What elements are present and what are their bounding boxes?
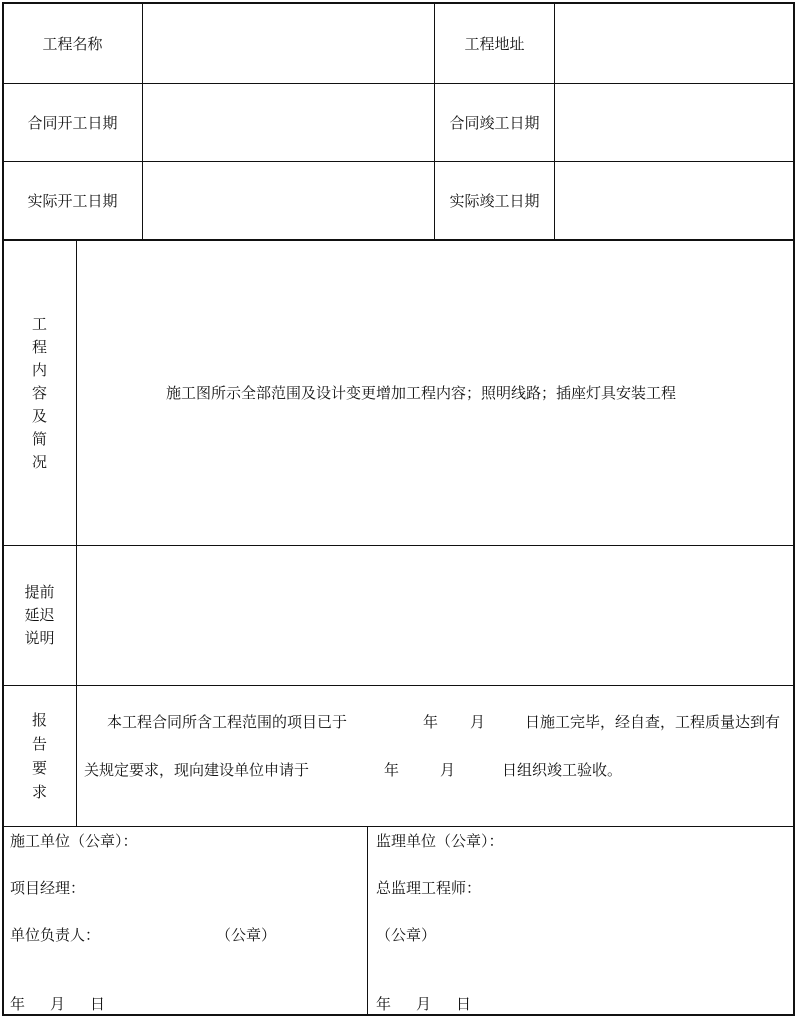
- project-content-label: [3, 241, 76, 545]
- project-content-label-char: 简: [31, 429, 47, 448]
- project-content-label-char: 内: [31, 360, 47, 379]
- project-content-label-char: 容: [31, 383, 47, 402]
- report-line-2-prefix: 关规定要求，现向建设单位申请于: [84, 761, 310, 779]
- construction-date-month: 月: [50, 995, 66, 1013]
- actual-start-date-label: 实际开工日期: [27, 192, 118, 210]
- grid-line-delay-bottom: [2, 685, 795, 686]
- actual-completion-date-value[interactable]: [555, 162, 793, 239]
- report-label-char: 报: [31, 711, 47, 729]
- report-line-1-month: 月: [470, 713, 486, 731]
- border-bottom: [2, 1014, 795, 1016]
- signature-divider: [367, 826, 368, 1016]
- report-label-char: 告: [31, 735, 47, 753]
- construction-unit-label: 施工单位（公章）：: [10, 832, 138, 850]
- project-name-value[interactable]: [143, 3, 434, 83]
- unit-leader-label: 单位负责人：: [10, 926, 101, 944]
- report-line-2-year: 年: [384, 761, 400, 779]
- report-label-char: 要: [31, 759, 47, 777]
- report-line-1-suffix: 日施工完毕，经自查，工程质量达到有: [525, 713, 781, 731]
- project-address-label: 工程地址: [464, 34, 525, 53]
- project-name-label: 工程名称: [42, 34, 103, 53]
- project-address-value[interactable]: [555, 3, 793, 83]
- construction-seal-note: （公章）: [216, 926, 277, 944]
- report-line-2-month: 月: [440, 761, 456, 779]
- chief-supervisor-label: 总监理工程师：: [376, 879, 482, 897]
- grid-label-column: [76, 240, 77, 826]
- supervision-seal-note: （公章）: [376, 926, 437, 944]
- contract-start-date-value[interactable]: [143, 84, 434, 161]
- report-line-1-prefix: 本工程合同所含工程范围的项目已于: [107, 713, 348, 731]
- project-content-label-char: 程: [31, 337, 47, 356]
- construction-date-year: 年: [10, 995, 26, 1013]
- actual-completion-date-label: 实际竣工日期: [449, 192, 540, 210]
- report-requirement-label: [3, 686, 76, 826]
- grid-line-row3: [2, 239, 795, 241]
- report-label-char: 求: [31, 783, 47, 801]
- delay-explanation-label: [3, 546, 76, 685]
- delay-explanation-value[interactable]: [77, 546, 793, 685]
- supervision-date-day: 日: [456, 995, 472, 1013]
- supervision-unit-label: 监理单位（公章）：: [376, 832, 504, 850]
- supervision-date-year: 年: [376, 995, 392, 1013]
- report-line-2-suffix: 日组织竣工验收。: [502, 761, 623, 779]
- supervision-date-month: 月: [416, 995, 432, 1013]
- project-content-label-char: 工: [31, 314, 47, 333]
- contract-completion-date-value[interactable]: [555, 84, 793, 161]
- delay-label-line: 说明: [24, 629, 55, 647]
- contract-start-date-label: 合同开工日期: [27, 114, 118, 132]
- grid-line-report-bottom: [2, 826, 795, 827]
- project-content-label-char: 况: [31, 452, 47, 471]
- project-manager-label: 项目经理：: [10, 879, 86, 897]
- construction-date-day: 日: [90, 995, 106, 1013]
- delay-label-line: 提前: [24, 583, 55, 601]
- actual-start-date-value[interactable]: [143, 162, 434, 239]
- delay-label-line: 延迟: [24, 606, 55, 624]
- project-content-label-char: 及: [31, 406, 47, 425]
- project-content-text: 施工图所示全部范围及设计变更增加工程内容；照明线路；插座灯具安装工程: [166, 384, 677, 402]
- border-right: [793, 2, 795, 1016]
- contract-completion-date-label: 合同竣工日期: [449, 114, 540, 132]
- report-line-1-year: 年: [423, 713, 439, 731]
